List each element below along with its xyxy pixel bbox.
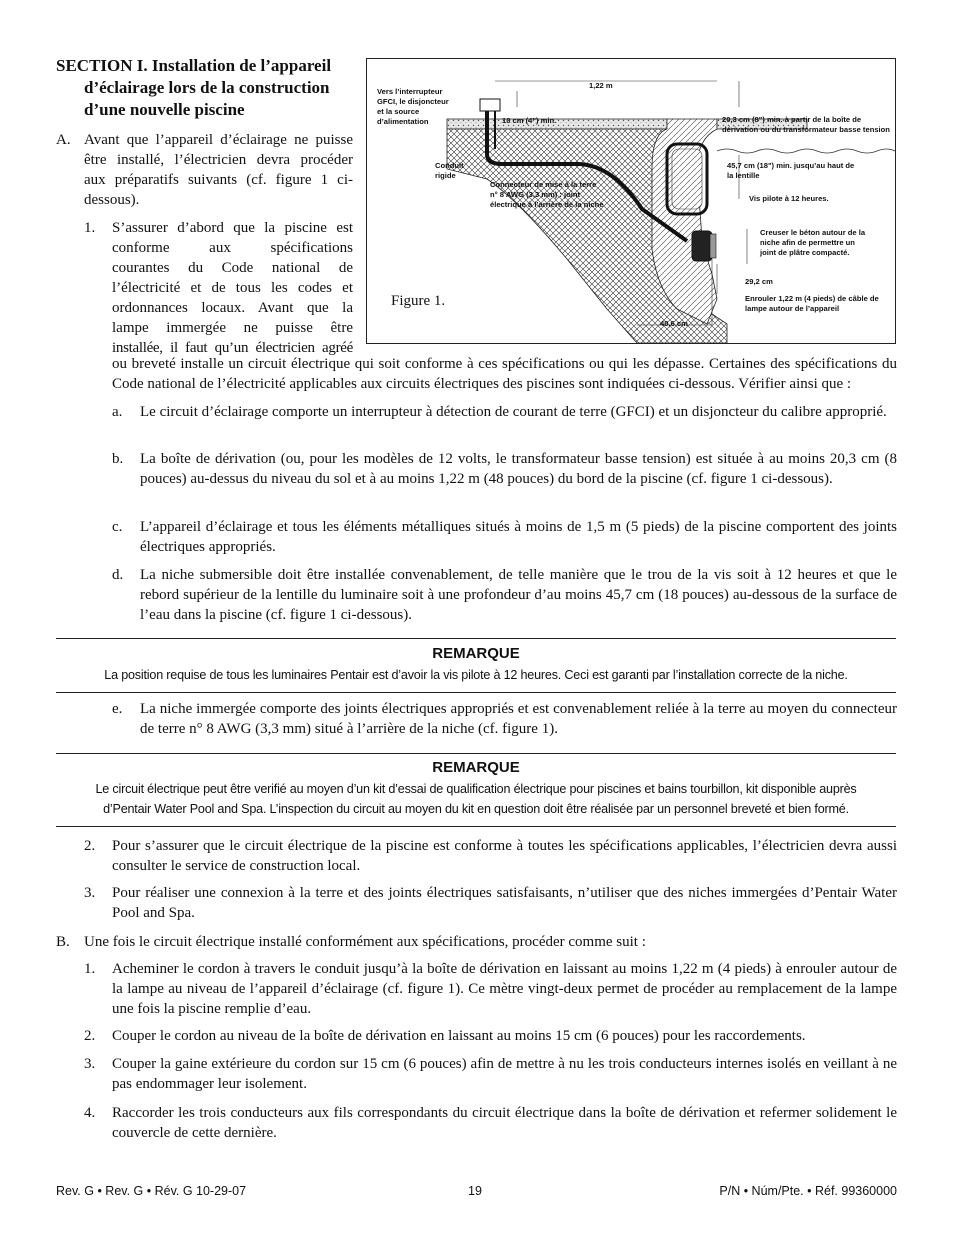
remarque-1-title: REMARQUE (432, 645, 520, 662)
item-1-continuation: ou breveté installe un circuit électrique qui soit conforme à ces spécifications ou qui les dépasse. Certaines des spécifications du Code national de l’électricité applicables aux circuits électriques des piscines sont indiquées ci-dessous. Vérifier ainsi que : (112, 356, 897, 392)
item-1-line: ordonnances locaux. Avant que la (112, 300, 353, 316)
item-a-line: dessous). (84, 192, 140, 208)
subitem-a-marker: a. (112, 404, 123, 420)
divider (56, 638, 896, 639)
figure-caption: Figure 1. (391, 293, 446, 309)
item-b-marker: B. (56, 934, 70, 950)
item-1-line: l’électricité et de tous les codes et (112, 280, 353, 296)
item-3-text: Pour réaliser une connexion à la terre et des joints électriques satisfaisants, n’utiliser que des niches immergées d’Pentair Water Pool and Spa. (112, 885, 897, 921)
remarque-1-text: La position requise de tous les luminaires Pentair est d’avoir la vis pilote à 12 heures. Ceci est garanti par l’installation correcte de la niche. (104, 668, 848, 682)
remarque-2-text (56, 779, 896, 819)
subitem-b-marker: b. (112, 451, 124, 467)
remarque-2-line: Le circuit électrique peut être verifié au moyen d’un kit d’essai de qualification électrique pour piscines et bains tourbillon, kit disponible auprès (95, 782, 857, 796)
label-gfci: Vers l’interrupteur GFCI, le disjoncteur et la source d’alimentation (377, 87, 449, 126)
item-a-marker: A. (56, 132, 71, 148)
label-1-22m: 1,22 m (589, 81, 613, 90)
step-b1-text: Acheminer le cordon à travers le conduit jusqu’à la boîte de dérivation en laissant au moins 1,22 m (4 pieds) à enrouler autour de la lampe au niveau de l’appareil d’éclairage (cf. figure 1). Ce mètre vingt-deux permet de procéder au remplacement de la lampe une fois la piscine remplie d’eau. (112, 961, 897, 1017)
label-conduit: Conduit rigide (435, 161, 464, 180)
label-connecteur: Connecteur de mise à la terre n° 8 AWG (3,3 mm) : joint électrique à l’arrière de la niche (490, 180, 604, 209)
item-1-line: lampe immergée ne puisse être (112, 320, 353, 336)
step-b4-marker: 4. (84, 1105, 96, 1121)
step-b2-marker: 2. (84, 1028, 96, 1044)
label-10cm: 10 cm (4") min. (502, 116, 557, 125)
subitem-d-text: La niche submersible doit être installée convenablement, de telle manière que le trou de la vis soit à 12 heures et que le rebord supérieur de la lentille du luminaire soit à une profondeur d’au moins 45,7 cm (18 pouces) au-dessous de la surface de l’eau dans la piscine (cf. figure 1 ci-dessous). (140, 567, 897, 623)
subitem-e-marker: e. (112, 701, 123, 717)
label-40-6cm: 40,6 cm (660, 319, 688, 328)
subitem-d-marker: d. (112, 567, 124, 583)
figure-1 (366, 58, 896, 344)
item-1-line: S’assurer d’abord que la piscine est (112, 220, 353, 236)
label-20-3cm: 20,3 cm (8") min. à partir de la boîte de dérivation ou du transformateur basse tension (722, 115, 890, 134)
subitem-e-text: La niche immergée comporte des joints électriques appropriés et est convenablement reliée à la terre au moyen du connecteur de terre n° 8 AWG (3,3 mm) situé à l’arrière de la niche (cf. figure 1). (140, 701, 897, 737)
step-b1-marker: 1. (84, 961, 96, 977)
step-b3-text: Couper la gaine extérieure du cordon sur 15 cm (6 pouces) afin de mettre à nu les trois conducteurs internes isolés en veillant à ne pas endommager leur isolement. (112, 1056, 897, 1092)
item-2-marker: 2. (84, 838, 96, 854)
item-1-text (112, 218, 353, 358)
section-title-line-1: SECTION I. Installation de l’appareil (56, 56, 332, 75)
label-creuser: Creuser le béton autour de la niche afin de permettre un joint de plâtre compacté. (760, 228, 866, 257)
subitem-a-text: Le circuit d’éclairage comporte un interrupteur à détection de courant de terre (GFCI) et un disjoncteur du calibre approprié. (140, 404, 887, 420)
label-29-2cm: 29,2 cm (745, 277, 773, 286)
item-a-text (84, 130, 353, 210)
remarque-2-title: REMARQUE (432, 759, 520, 776)
item-3-marker: 3. (84, 885, 96, 901)
step-b3-marker: 3. (84, 1056, 96, 1072)
item-1-line: courantes du Code national de (112, 260, 353, 276)
section-title-line-2: d’éclairage lors de la construction (84, 78, 330, 97)
subitem-b-text: La boîte de dérivation (ou, pour les modèles de 12 volts, le transformateur basse tension) est située à au moins 20,3 cm (8 pouces) au-dessus du niveau du sol et à au moins 1,22 m (48 pouces) du bord de la piscine (cf. figure 1 ci-dessous). (140, 451, 897, 487)
section-title-line-3: d’une nouvelle piscine (84, 100, 245, 119)
item-a-line: être installé, l’électricien devra procéder (84, 152, 353, 168)
subitem-c-marker: c. (112, 519, 123, 535)
divider (56, 692, 896, 693)
item-a-line: aux préparatifs suivants (cf. figure 1 ci- (84, 172, 353, 188)
label-vis-pilote: Vis pilote à 12 heures. (749, 194, 829, 203)
label-enrouler: Enrouler 1,22 m (4 pieds) de câble de lampe autour de l’appareil (745, 294, 879, 313)
footer-revision: Rev. G • Rev. G • Rév. G 10-29-07 (56, 1184, 247, 1198)
label-45-7cm: 45,7 cm (18") min. jusqu’au haut de la lentille (727, 161, 855, 180)
item-1-line: conforme aux spécifications (112, 240, 353, 256)
footer-part-number: P/N • Núm/Pte. • Réf. 99360000 (719, 1184, 897, 1198)
divider (56, 826, 896, 827)
page-number: 19 (468, 1184, 482, 1198)
item-1-line: installée, il faut qu’un électricien agréé (112, 340, 353, 356)
subitem-c-text: L’appareil d’éclairage et tous les éléments métalliques situés à moins de 1,5 m (5 pieds) de la piscine comportent des joints électriques appropriés. (140, 519, 897, 555)
step-b2-text: Couper le cordon au niveau de la boîte de dérivation en laissant au moins 15 cm (6 pouces) pour les raccordements. (112, 1028, 806, 1044)
item-b-text: Une fois le circuit électrique installé conformément aux spécifications, procéder comme suit : (84, 934, 646, 950)
section-title (56, 55, 356, 121)
step-b4-text: Raccorder les trois conducteurs aux fils correspondants du circuit électrique dans la boîte de dérivation et refermer solidement le couvercle de cette dernière. (112, 1105, 897, 1141)
divider (56, 753, 896, 754)
remarque-2-line: d’Pentair Water Pool and Spa. L’inspection du circuit au moyen du kit en question doit être réalisée par un personnel breveté et bien formé. (103, 802, 849, 816)
item-a-line: Avant que l’appareil d’éclairage ne puisse (84, 132, 353, 148)
item-1-marker: 1. (84, 220, 96, 236)
item-2-text: Pour s’assurer que le circuit électrique de la piscine est conforme à toutes les spécifications applicables, l’électricien devra aussi consulter le service de construction local. (112, 838, 897, 874)
